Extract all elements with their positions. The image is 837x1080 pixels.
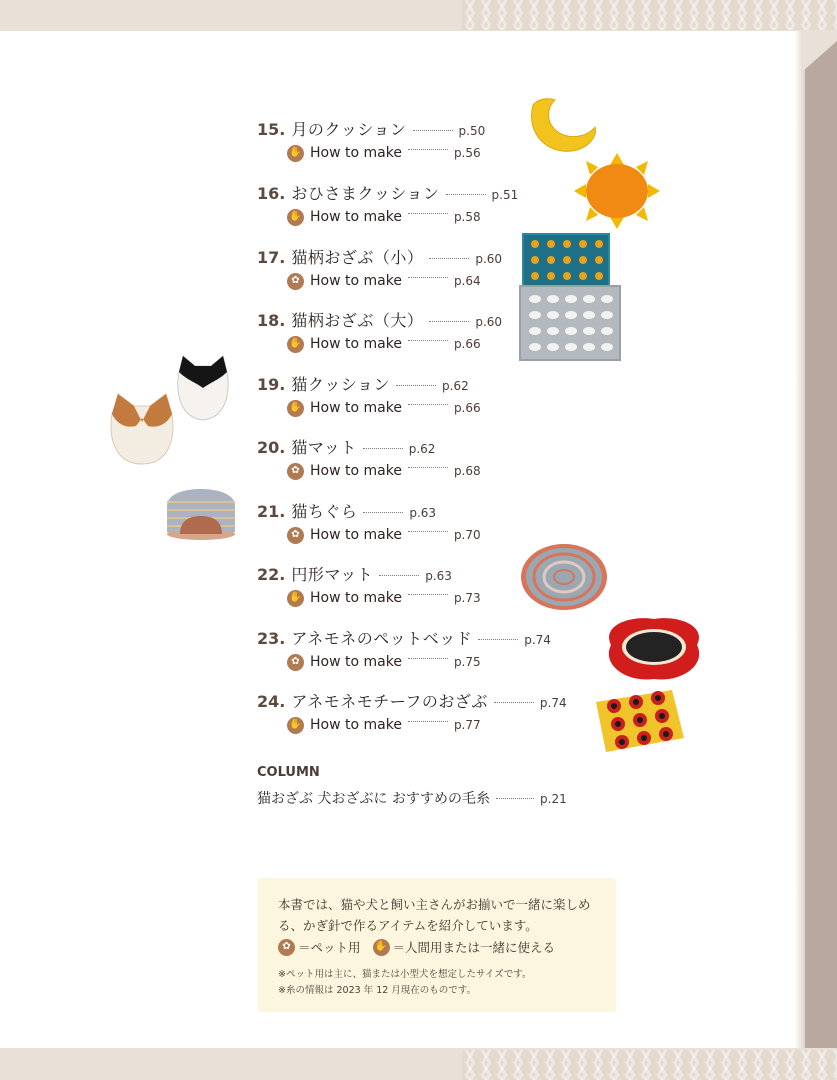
cat-mat-brown-image <box>108 392 176 466</box>
entry-title: 猫柄おざぶ（小） <box>291 248 424 267</box>
entry-number: 19. <box>257 375 286 394</box>
howto-label: How to make <box>310 336 402 352</box>
anemone-pet-bed-image <box>601 615 707 683</box>
column-page: p.21 <box>540 792 567 806</box>
book-spine <box>803 31 837 1048</box>
entry-page: p.62 <box>442 379 469 393</box>
knit-border-bottom <box>462 1050 837 1080</box>
entry-page: p.60 <box>475 252 503 266</box>
howto-page: p.58 <box>453 210 481 224</box>
hand-icon: ✋ <box>287 145 304 162</box>
cat-pattern-mat-small-image <box>521 232 611 290</box>
entry-title-line <box>257 181 518 205</box>
paw-icon: ✿ <box>287 654 304 671</box>
howto-line[interactable] <box>287 713 567 737</box>
leader-dots <box>408 212 448 214</box>
entry-title-line <box>257 689 567 713</box>
entry-title: 猫クッション <box>291 375 391 394</box>
howto-line[interactable] <box>287 586 481 610</box>
entry-page: p.51 <box>491 188 519 202</box>
knit-border-top <box>462 0 837 30</box>
entry-title-line <box>257 626 551 650</box>
howto-label: How to make <box>310 273 402 289</box>
hand-icon: ✋ <box>287 590 304 607</box>
leader-dots <box>446 193 486 195</box>
howto-line[interactable] <box>287 332 502 356</box>
toc-entry[interactable] <box>257 689 567 737</box>
howto-line[interactable] <box>287 396 481 420</box>
entry-page: p.50 <box>458 124 486 138</box>
leader-dots <box>408 466 448 468</box>
entry-number: 20. <box>257 438 286 457</box>
entry-title: 猫柄おざぶ（大） <box>291 311 424 330</box>
entry-page: p.74 <box>539 696 567 710</box>
howto-line[interactable] <box>287 205 518 229</box>
entry-title: 猫ちぐら <box>291 502 358 521</box>
howto-page: p.75 <box>453 655 481 669</box>
cat-house-image <box>166 488 236 540</box>
howto-label: How to make <box>310 527 402 543</box>
howto-line[interactable] <box>287 269 502 293</box>
howto-label: How to make <box>310 400 402 416</box>
leader-dots <box>396 384 436 386</box>
entry-page: p.62 <box>408 442 436 456</box>
howto-page: p.56 <box>453 146 481 160</box>
leader-dots <box>429 320 469 322</box>
toc-entry[interactable] <box>257 117 485 165</box>
leader-dots <box>496 797 534 799</box>
entry-title: アネモネのペットベッド <box>291 629 473 648</box>
entry-title: 月のクッション <box>291 120 407 139</box>
howto-line[interactable] <box>287 650 551 674</box>
entry-title: 猫マット <box>291 438 357 457</box>
legend-human: ＝人間用または一緒に使える <box>392 940 556 955</box>
paw-icon: ✿ <box>278 939 295 956</box>
fine-print-1: ※ペット用は主に、猫または小型犬を想定したサイズです。 <box>278 969 532 980</box>
entry-title-line <box>257 499 481 523</box>
entry-title-line <box>257 435 481 459</box>
leader-dots <box>494 701 534 703</box>
entry-number: 23. <box>257 629 286 648</box>
leader-dots <box>429 257 469 259</box>
toc-entry[interactable] <box>257 626 551 674</box>
entry-number: 16. <box>257 184 286 203</box>
leader-dots <box>363 447 403 449</box>
cat-pattern-mat-large-image <box>517 283 625 363</box>
leader-dots <box>408 339 448 341</box>
howto-page: p.73 <box>453 591 481 605</box>
paw-icon: ✿ <box>287 527 304 544</box>
paw-icon: ✿ <box>287 273 304 290</box>
hand-icon: ✋ <box>287 717 304 734</box>
howto-line[interactable] <box>287 523 481 547</box>
entry-number: 24. <box>257 692 286 711</box>
leader-dots <box>408 720 448 722</box>
entry-title: アネモネモチーフのおざぶ <box>291 692 488 711</box>
legend-pet: ＝ペット用 <box>298 940 361 955</box>
page-edge <box>795 31 805 1048</box>
howto-label: How to make <box>310 590 402 606</box>
leader-dots <box>408 148 448 150</box>
leader-dots <box>408 530 448 532</box>
note-text: 本書では、猫や犬と飼い主さんがお揃いで一緒に楽しめる、かぎ針で作るアイテムを紹介しています。 <box>278 897 591 933</box>
note-box <box>258 878 616 1012</box>
hand-icon: ✋ <box>287 209 304 226</box>
howto-line[interactable] <box>287 459 481 483</box>
leader-dots <box>478 638 518 640</box>
hand-icon: ✋ <box>287 336 304 353</box>
moon-cushion-image <box>525 95 600 160</box>
anemone-motif-mat-image <box>592 688 686 754</box>
howto-page: p.64 <box>453 274 481 288</box>
howto-label: How to make <box>310 654 402 670</box>
round-mat-image <box>520 543 608 611</box>
entry-number: 15. <box>257 120 286 139</box>
entry-title: 円形マット <box>291 565 374 584</box>
column-entry[interactable] <box>257 788 567 808</box>
howto-page: p.66 <box>453 401 481 415</box>
howto-page: p.68 <box>453 464 481 478</box>
entry-title: おひさまクッション <box>291 184 440 203</box>
toc-entry[interactable] <box>257 372 481 420</box>
toc-entry[interactable] <box>257 245 502 293</box>
hand-icon: ✋ <box>373 939 390 956</box>
entry-page: p.74 <box>524 633 551 647</box>
column-label: COLUMN <box>257 765 320 780</box>
toc-entry[interactable] <box>257 181 518 229</box>
entry-title-line <box>257 562 481 586</box>
entry-page: p.63 <box>425 569 452 583</box>
leader-dots <box>408 403 448 405</box>
leader-dots <box>408 276 448 278</box>
entry-title-line <box>257 245 502 269</box>
entry-page: p.63 <box>409 506 437 520</box>
spine-corner-top <box>803 31 837 71</box>
howto-page: p.66 <box>453 337 481 351</box>
leader-dots <box>408 593 448 595</box>
column-title: 猫おざぶ 犬おざぶに おすすめの毛糸 <box>257 791 491 807</box>
howto-page: p.70 <box>453 528 481 542</box>
leader-dots <box>413 129 453 131</box>
entry-number: 22. <box>257 565 286 584</box>
cat-cushion-black-image <box>175 354 231 422</box>
leader-dots <box>379 574 419 576</box>
hand-icon: ✋ <box>287 400 304 417</box>
howto-label: How to make <box>310 717 402 733</box>
entry-title-line <box>257 372 481 396</box>
fine-print-2: ※糸の情報は 2023 年 12 月現在のものです。 <box>278 985 477 996</box>
entry-number: 18. <box>257 311 286 330</box>
howto-label: How to make <box>310 145 402 161</box>
entry-page: p.60 <box>475 315 503 329</box>
leader-dots <box>408 657 448 659</box>
entry-title-line <box>257 308 502 332</box>
paw-icon: ✿ <box>287 463 304 480</box>
howto-line[interactable] <box>287 141 485 165</box>
toc-entry[interactable] <box>257 435 481 483</box>
legend-row <box>278 938 555 956</box>
sun-cushion-image <box>574 153 660 229</box>
toc-entry[interactable] <box>257 562 481 610</box>
leader-dots <box>363 511 403 513</box>
entry-number: 17. <box>257 248 286 267</box>
entry-title-line <box>257 117 485 141</box>
toc-entry[interactable] <box>257 499 481 547</box>
howto-page: p.77 <box>453 718 481 732</box>
howto-label: How to make <box>310 209 402 225</box>
entry-number: 21. <box>257 502 286 521</box>
toc-entry[interactable] <box>257 308 502 356</box>
howto-label: How to make <box>310 463 402 479</box>
